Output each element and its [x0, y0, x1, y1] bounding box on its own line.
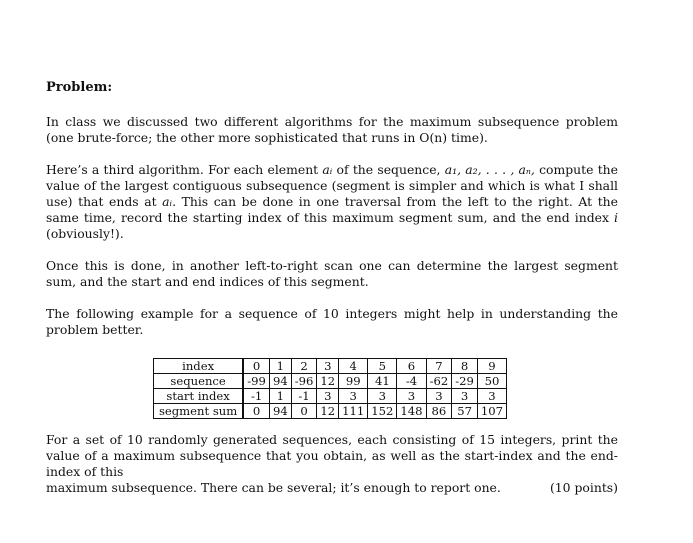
table-row — [153, 404, 506, 419]
table-cell: 148 — [397, 404, 426, 419]
table-cell: 2 — [291, 359, 317, 374]
algorithm-text-a: Here’s a third algorithm. For each element — [46, 162, 319, 177]
task-last-line — [46, 480, 618, 496]
algorithm-text-c: compute the value of the largest contiguous subsequence (segment is simpler and which is what I shall use) that ends at — [46, 162, 618, 209]
task-paragraph — [46, 432, 618, 496]
math-ai: aᵢ — [322, 162, 333, 177]
math-ai-2: aᵢ — [162, 194, 173, 209]
table-cell: 3 — [339, 389, 368, 404]
table-cell: 152 — [368, 404, 397, 419]
table-cell: 5 — [368, 359, 397, 374]
table-cell: 107 — [477, 404, 506, 419]
example-table — [153, 358, 507, 419]
problem-page — [46, 80, 618, 495]
table-cell: 3 — [426, 389, 452, 404]
table-cell: 57 — [452, 404, 478, 419]
example-table-wrapper — [42, 358, 618, 419]
math-sequence: a₁, a₂, . . . , aₙ, — [444, 162, 535, 177]
table-cell: 3 — [317, 389, 339, 404]
table-cell: 1 — [269, 359, 291, 374]
problem-heading: Problem: — [46, 80, 113, 95]
table-cell: 50 — [477, 374, 506, 389]
table-cell: 0 — [243, 404, 269, 419]
table-cell: -1 — [291, 389, 317, 404]
example-paragraph: The following example for a sequence of 10 integers might help in understanding the problem better. — [46, 306, 618, 337]
table-cell: 3 — [397, 389, 426, 404]
table-cell: 111 — [339, 404, 368, 419]
table-cell: 8 — [452, 359, 478, 374]
table-cell: 1 — [269, 389, 291, 404]
table-cell: -62 — [426, 374, 452, 389]
table-cell: 4 — [339, 359, 368, 374]
table-cell: 3 — [368, 389, 397, 404]
table-row — [153, 389, 506, 404]
points-label: (10 points) — [549, 480, 618, 495]
intro-paragraph: In class we discussed two different algorithms for the maximum subsequence problem (one brute-force; the other more sophisticated that runs in O(n) time). — [46, 114, 618, 145]
table-cell: -29 — [452, 374, 478, 389]
row-label: segment sum — [153, 404, 243, 419]
algorithm-paragraph — [46, 162, 618, 242]
table-cell: -1 — [243, 389, 269, 404]
table-cell: -4 — [397, 374, 426, 389]
table-cell: 41 — [368, 374, 397, 389]
task-text-a: For a set of 10 randomly generated sequences, each consisting of 15 integers, print the value of a maximum subsequence that you obtain, as well as the start-index and the end-index of this — [46, 432, 618, 479]
table-cell: 86 — [426, 404, 452, 419]
algorithm-text-d: . This can be done in one traversal from the left to the right. At the same time, record the starting index of this maximum segment sum, and the end index — [46, 194, 618, 225]
table-cell: 99 — [339, 374, 368, 389]
table-row — [153, 359, 506, 374]
table-cell: 3 — [477, 389, 506, 404]
algorithm-text-b: of the sequence, — [336, 162, 441, 177]
task-text-b: maximum subsequence. There can be several; it’s enough to report one. — [46, 480, 501, 495]
algorithm-text-e: (obviously!). — [46, 226, 124, 241]
row-label: sequence — [153, 374, 243, 389]
table-cell: -99 — [243, 374, 269, 389]
math-i: i — [614, 210, 618, 225]
row-label: start index — [153, 389, 243, 404]
table-cell: 94 — [269, 374, 291, 389]
table-cell: 0 — [243, 359, 269, 374]
table-cell: 9 — [477, 359, 506, 374]
table-cell: 12 — [317, 404, 339, 419]
table-cell: -96 — [291, 374, 317, 389]
table-cell: 3 — [452, 389, 478, 404]
table-cell: 6 — [397, 359, 426, 374]
table-cell: 12 — [317, 374, 339, 389]
table-cell: 3 — [317, 359, 339, 374]
table-cell: 94 — [269, 404, 291, 419]
table-cell: 0 — [291, 404, 317, 419]
table-cell: 7 — [426, 359, 452, 374]
scan-paragraph: Once this is done, in another left-to-right scan one can determine the largest segment sum, and the start and end indices of this segment. — [46, 258, 618, 289]
table-row — [153, 374, 506, 389]
row-label: index — [153, 359, 243, 374]
